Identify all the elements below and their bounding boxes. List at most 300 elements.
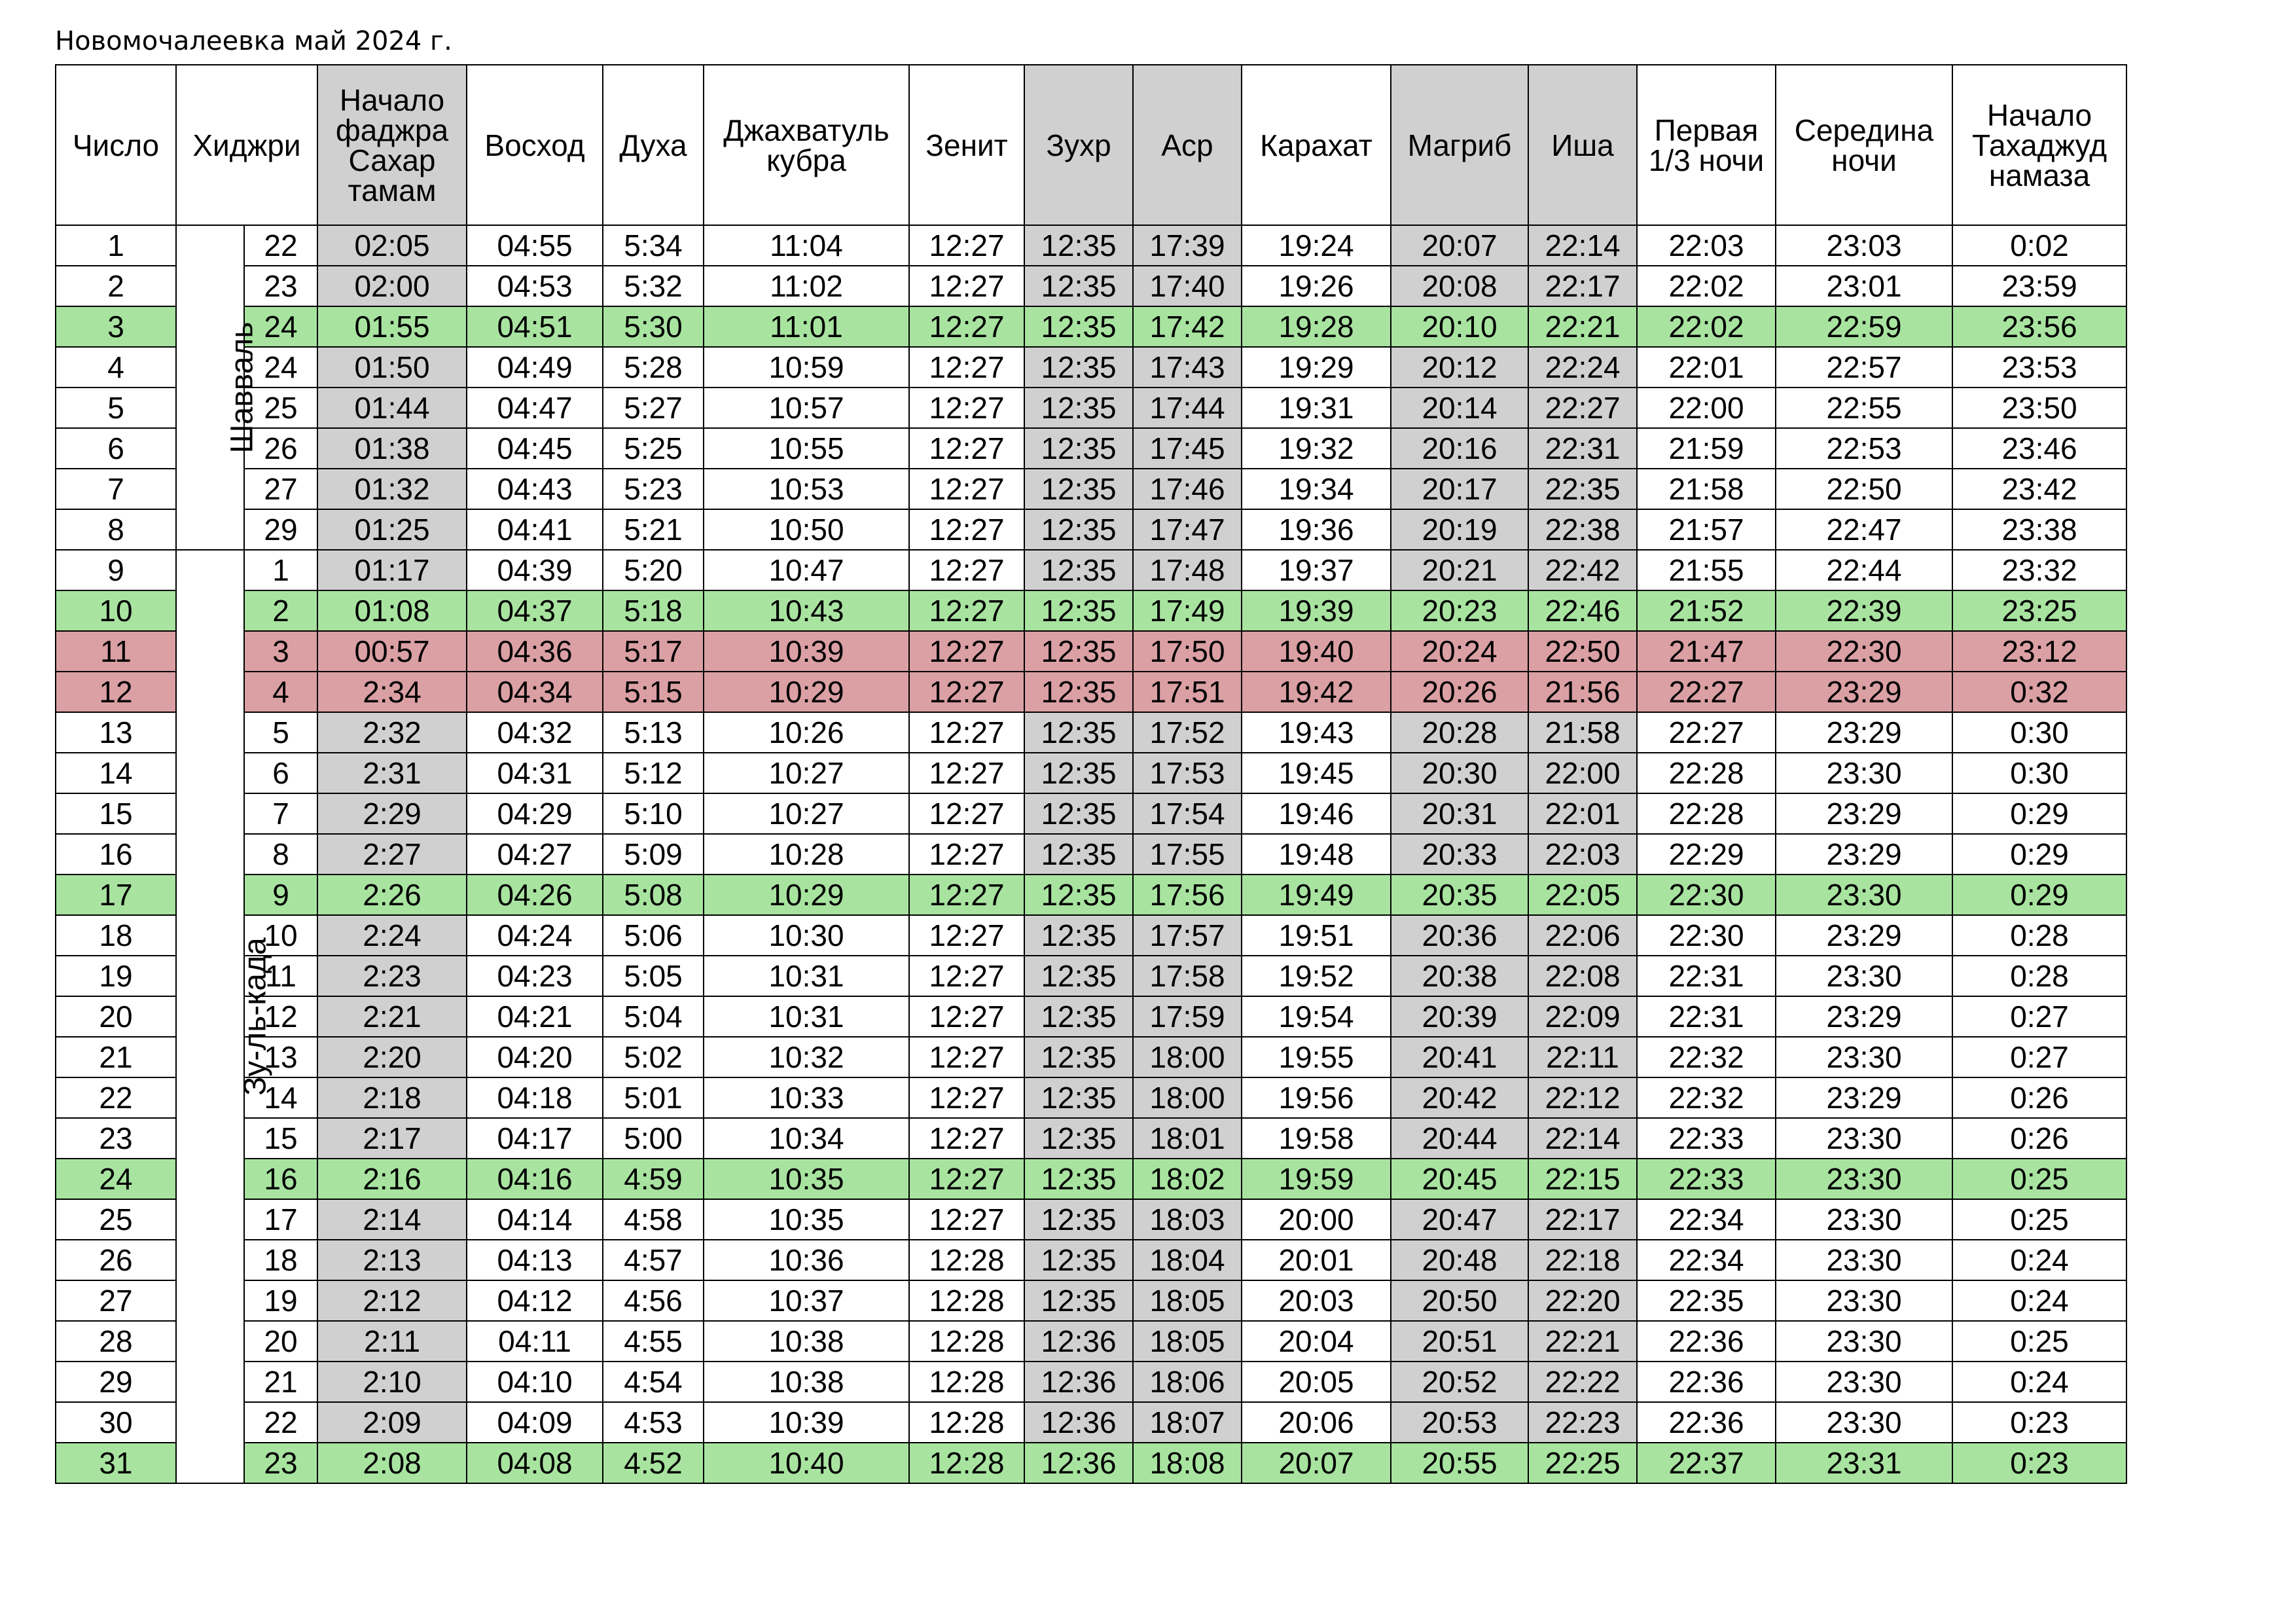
cell-zenith: 12:27 [909, 1077, 1024, 1118]
cell-isha: 22:22 [1528, 1362, 1637, 1402]
cell-isha: 22:01 [1528, 793, 1637, 834]
cell-zuhr: 12:35 [1024, 1280, 1133, 1321]
cell-day: 8 [56, 509, 176, 550]
cell-midnight: 22:44 [1776, 550, 1952, 590]
table-row [56, 1402, 2126, 1443]
cell-first-third: 22:30 [1637, 875, 1776, 915]
cell-karahat: 19:29 [1242, 347, 1391, 388]
cell-isha: 22:27 [1528, 388, 1637, 428]
cell-zenith: 12:27 [909, 590, 1024, 631]
cell-first-third: 21:55 [1637, 550, 1776, 590]
cell-sunrise: 04:11 [467, 1321, 603, 1362]
cell-sunrise: 04:27 [467, 834, 603, 875]
cell-karahat: 19:40 [1242, 631, 1391, 672]
cell-first-third: 22:03 [1637, 225, 1776, 266]
cell-hijri: 14 [244, 1077, 317, 1118]
cell-day: 12 [56, 672, 176, 712]
cell-tahajjud: 23:56 [1952, 306, 2126, 347]
cell-sunrise: 04:14 [467, 1199, 603, 1240]
cell-tahajjud: 0:25 [1952, 1159, 2126, 1199]
cell-zenith: 12:28 [909, 1280, 1024, 1321]
cell-isha: 22:21 [1528, 306, 1637, 347]
cell-maghrib: 20:44 [1391, 1118, 1528, 1159]
cell-asr: 18:04 [1133, 1240, 1242, 1280]
cell-duha: 4:55 [603, 1321, 704, 1362]
cell-midnight: 23:30 [1776, 1362, 1952, 1402]
cell-zuhr: 12:35 [1024, 753, 1133, 793]
cell-kubra: 10:26 [704, 712, 909, 753]
cell-hijri: 4 [244, 672, 317, 712]
cell-asr: 18:00 [1133, 1077, 1242, 1118]
cell-first-third: 21:57 [1637, 509, 1776, 550]
cell-kubra: 10:35 [704, 1199, 909, 1240]
cell-karahat: 19:48 [1242, 834, 1391, 875]
cell-day: 4 [56, 347, 176, 388]
cell-zenith: 12:27 [909, 1118, 1024, 1159]
cell-duha: 4:56 [603, 1280, 704, 1321]
table-row [56, 509, 2126, 550]
cell-zuhr: 12:35 [1024, 1037, 1133, 1077]
cell-kubra: 10:31 [704, 996, 909, 1037]
cell-karahat: 19:43 [1242, 712, 1391, 753]
cell-maghrib: 20:36 [1391, 915, 1528, 956]
cell-duha: 5:18 [603, 590, 704, 631]
cell-hijri: 22 [244, 225, 317, 266]
cell-day: 20 [56, 996, 176, 1037]
cell-asr: 17:53 [1133, 753, 1242, 793]
cell-asr: 18:08 [1133, 1443, 1242, 1483]
cell-karahat: 19:51 [1242, 915, 1391, 956]
cell-karahat: 20:06 [1242, 1402, 1391, 1443]
cell-midnight: 23:30 [1776, 1199, 1952, 1240]
cell-zuhr: 12:35 [1024, 306, 1133, 347]
cell-kubra: 10:37 [704, 1280, 909, 1321]
cell-hijri: 21 [244, 1362, 317, 1402]
cell-maghrib: 20:35 [1391, 875, 1528, 915]
cell-day: 16 [56, 834, 176, 875]
cell-maghrib: 20:53 [1391, 1402, 1528, 1443]
cell-asr: 17:42 [1133, 306, 1242, 347]
col-header-hijri: Хиджри [176, 65, 317, 225]
cell-hijri: 5 [244, 712, 317, 753]
cell-zenith: 12:27 [909, 915, 1024, 956]
cell-hijri: 3 [244, 631, 317, 672]
cell-isha: 22:21 [1528, 1321, 1637, 1362]
month-label: Шавваль [224, 321, 260, 454]
cell-duha: 5:08 [603, 875, 704, 915]
cell-isha: 21:56 [1528, 672, 1637, 712]
cell-sunrise: 04:47 [467, 388, 603, 428]
cell-karahat: 19:32 [1242, 428, 1391, 469]
cell-isha: 22:50 [1528, 631, 1637, 672]
cell-maghrib: 20:14 [1391, 388, 1528, 428]
cell-midnight: 22:59 [1776, 306, 1952, 347]
table-row [56, 996, 2126, 1037]
cell-midnight: 23:29 [1776, 672, 1952, 712]
cell-maghrib: 20:17 [1391, 469, 1528, 509]
cell-hijri: 23 [244, 266, 317, 306]
cell-asr: 17:48 [1133, 550, 1242, 590]
cell-isha: 22:06 [1528, 915, 1637, 956]
cell-karahat: 19:34 [1242, 469, 1391, 509]
cell-duha: 5:28 [603, 347, 704, 388]
cell-first-third: 21:52 [1637, 590, 1776, 631]
cell-kubra: 10:38 [704, 1321, 909, 1362]
cell-asr: 17:44 [1133, 388, 1242, 428]
cell-maghrib: 20:47 [1391, 1199, 1528, 1240]
cell-day: 10 [56, 590, 176, 631]
cell-midnight: 23:30 [1776, 875, 1952, 915]
month-cell [176, 550, 273, 1483]
cell-zenith: 12:28 [909, 1443, 1024, 1483]
cell-sunrise: 04:31 [467, 753, 603, 793]
cell-zenith: 12:27 [909, 956, 1024, 996]
col-header-fajr: Начало фаджра Сахар тамам [317, 65, 467, 225]
cell-zenith: 12:27 [909, 712, 1024, 753]
cell-midnight: 23:01 [1776, 266, 1952, 306]
cell-tahajjud: 0:30 [1952, 753, 2126, 793]
cell-day: 29 [56, 1362, 176, 1402]
cell-asr: 17:40 [1133, 266, 1242, 306]
cell-duha: 5:32 [603, 266, 704, 306]
cell-zenith: 12:27 [909, 1199, 1024, 1240]
cell-fajr: 2:16 [317, 1159, 467, 1199]
cell-sunrise: 04:41 [467, 509, 603, 550]
col-header-midnight: Середина ночи [1776, 65, 1952, 225]
table-row [56, 266, 2126, 306]
cell-zenith: 12:27 [909, 428, 1024, 469]
cell-tahajjud: 23:59 [1952, 266, 2126, 306]
cell-duha: 5:02 [603, 1037, 704, 1077]
cell-duha: 5:15 [603, 672, 704, 712]
cell-kubra: 10:38 [704, 1362, 909, 1402]
cell-asr: 18:02 [1133, 1159, 1242, 1199]
cell-tahajjud: 0:24 [1952, 1280, 2126, 1321]
cell-day: 2 [56, 266, 176, 306]
cell-midnight: 23:30 [1776, 1402, 1952, 1443]
cell-duha: 4:57 [603, 1240, 704, 1280]
cell-hijri: 13 [244, 1037, 317, 1077]
cell-zuhr: 12:35 [1024, 1077, 1133, 1118]
cell-midnight: 22:57 [1776, 347, 1952, 388]
col-header-karahat: Карахат [1242, 65, 1391, 225]
cell-karahat: 20:01 [1242, 1240, 1391, 1280]
cell-fajr: 2:24 [317, 915, 467, 956]
cell-midnight: 23:31 [1776, 1443, 1952, 1483]
cell-fajr: 2:31 [317, 753, 467, 793]
cell-fajr: 2:14 [317, 1199, 467, 1240]
cell-zenith: 12:27 [909, 1159, 1024, 1199]
table-row [56, 1280, 2126, 1321]
cell-maghrib: 20:50 [1391, 1280, 1528, 1321]
cell-day: 15 [56, 793, 176, 834]
cell-day: 26 [56, 1240, 176, 1280]
cell-tahajjud: 0:29 [1952, 793, 2126, 834]
table-row [56, 306, 2126, 347]
cell-hijri: 15 [244, 1118, 317, 1159]
cell-asr: 17:45 [1133, 428, 1242, 469]
table-row [56, 469, 2126, 509]
cell-zuhr: 12:35 [1024, 225, 1133, 266]
table-body [56, 225, 2126, 1483]
cell-midnight: 23:30 [1776, 1037, 1952, 1077]
cell-maghrib: 20:51 [1391, 1321, 1528, 1362]
cell-zenith: 12:28 [909, 1402, 1024, 1443]
cell-fajr: 02:05 [317, 225, 467, 266]
cell-day: 3 [56, 306, 176, 347]
cell-hijri: 26 [244, 428, 317, 469]
cell-fajr: 2:29 [317, 793, 467, 834]
cell-duha: 4:54 [603, 1362, 704, 1402]
cell-first-third: 22:27 [1637, 672, 1776, 712]
cell-isha: 22:46 [1528, 590, 1637, 631]
cell-duha: 4:52 [603, 1443, 704, 1483]
cell-midnight: 23:30 [1776, 1321, 1952, 1362]
cell-day: 14 [56, 753, 176, 793]
cell-asr: 18:05 [1133, 1280, 1242, 1321]
cell-tahajjud: 23:38 [1952, 509, 2126, 550]
table-row [56, 834, 2126, 875]
cell-fajr: 2:11 [317, 1321, 467, 1362]
cell-karahat: 20:03 [1242, 1280, 1391, 1321]
cell-midnight: 23:29 [1776, 712, 1952, 753]
cell-fajr: 2:32 [317, 712, 467, 753]
table-row [56, 590, 2126, 631]
cell-kubra: 10:43 [704, 590, 909, 631]
col-header-duha: Духа [603, 65, 704, 225]
cell-duha: 5:23 [603, 469, 704, 509]
cell-isha: 22:15 [1528, 1159, 1637, 1199]
cell-midnight: 23:29 [1776, 1077, 1952, 1118]
cell-fajr: 01:38 [317, 428, 467, 469]
table-row [56, 1443, 2126, 1483]
cell-maghrib: 20:31 [1391, 793, 1528, 834]
cell-duha: 5:00 [603, 1118, 704, 1159]
cell-duha: 5:34 [603, 225, 704, 266]
cell-midnight: 23:29 [1776, 793, 1952, 834]
cell-duha: 5:17 [603, 631, 704, 672]
cell-first-third: 22:31 [1637, 996, 1776, 1037]
cell-isha: 22:03 [1528, 834, 1637, 875]
table-row [56, 793, 2126, 834]
cell-hijri: 11 [244, 956, 317, 996]
cell-karahat: 19:45 [1242, 753, 1391, 793]
cell-sunrise: 04:32 [467, 712, 603, 753]
cell-first-third: 22:27 [1637, 712, 1776, 753]
cell-fajr: 2:34 [317, 672, 467, 712]
cell-maghrib: 20:28 [1391, 712, 1528, 753]
cell-sunrise: 04:55 [467, 225, 603, 266]
cell-zuhr: 12:36 [1024, 1321, 1133, 1362]
cell-isha: 22:42 [1528, 550, 1637, 590]
cell-kubra: 11:04 [704, 225, 909, 266]
header-row [56, 65, 2126, 225]
cell-zuhr: 12:36 [1024, 1443, 1133, 1483]
cell-tahajjud: 0:24 [1952, 1240, 2126, 1280]
cell-sunrise: 04:45 [467, 428, 603, 469]
cell-first-third: 22:00 [1637, 388, 1776, 428]
cell-midnight: 23:30 [1776, 1118, 1952, 1159]
cell-first-third: 22:33 [1637, 1159, 1776, 1199]
cell-isha: 22:38 [1528, 509, 1637, 550]
cell-zuhr: 12:35 [1024, 347, 1133, 388]
cell-kubra: 10:40 [704, 1443, 909, 1483]
cell-karahat: 19:56 [1242, 1077, 1391, 1118]
cell-kubra: 10:34 [704, 1118, 909, 1159]
cell-tahajjud: 23:50 [1952, 388, 2126, 428]
cell-fajr: 2:26 [317, 875, 467, 915]
cell-midnight: 22:55 [1776, 388, 1952, 428]
cell-fajr: 00:57 [317, 631, 467, 672]
cell-kubra: 10:32 [704, 1037, 909, 1077]
cell-kubra: 10:31 [704, 956, 909, 996]
cell-fajr: 2:21 [317, 996, 467, 1037]
cell-maghrib: 20:12 [1391, 347, 1528, 388]
cell-fajr: 01:17 [317, 550, 467, 590]
cell-asr: 17:47 [1133, 509, 1242, 550]
cell-maghrib: 20:19 [1391, 509, 1528, 550]
cell-fajr: 2:13 [317, 1240, 467, 1280]
cell-tahajjud: 0:25 [1952, 1199, 2126, 1240]
cell-sunrise: 04:43 [467, 469, 603, 509]
table-row [56, 1199, 2126, 1240]
cell-maghrib: 20:07 [1391, 225, 1528, 266]
cell-fajr: 01:25 [317, 509, 467, 550]
cell-isha: 22:09 [1528, 996, 1637, 1037]
cell-sunrise: 04:10 [467, 1362, 603, 1402]
cell-duha: 5:25 [603, 428, 704, 469]
cell-zuhr: 12:35 [1024, 550, 1133, 590]
cell-day: 19 [56, 956, 176, 996]
cell-karahat: 19:46 [1242, 793, 1391, 834]
table-row [56, 225, 2126, 266]
cell-midnight: 23:30 [1776, 1280, 1952, 1321]
cell-tahajjud: 0:27 [1952, 996, 2126, 1037]
cell-sunrise: 04:12 [467, 1280, 603, 1321]
cell-karahat: 19:55 [1242, 1037, 1391, 1077]
cell-hijri: 25 [244, 388, 317, 428]
cell-asr: 18:00 [1133, 1037, 1242, 1077]
cell-isha: 22:00 [1528, 753, 1637, 793]
cell-zenith: 12:27 [909, 509, 1024, 550]
cell-karahat: 20:07 [1242, 1443, 1391, 1483]
cell-duha: 5:13 [603, 712, 704, 753]
cell-zuhr: 12:35 [1024, 793, 1133, 834]
cell-zuhr: 12:35 [1024, 509, 1133, 550]
cell-first-third: 21:58 [1637, 469, 1776, 509]
cell-isha: 22:14 [1528, 225, 1637, 266]
cell-hijri: 7 [244, 793, 317, 834]
cell-fajr: 01:08 [317, 590, 467, 631]
cell-day: 28 [56, 1321, 176, 1362]
cell-asr: 17:56 [1133, 875, 1242, 915]
cell-sunrise: 04:21 [467, 996, 603, 1037]
table-row [56, 388, 2126, 428]
cell-tahajjud: 0:26 [1952, 1118, 2126, 1159]
cell-isha: 22:31 [1528, 428, 1637, 469]
cell-first-third: 22:29 [1637, 834, 1776, 875]
cell-isha: 22:11 [1528, 1037, 1637, 1077]
cell-duha: 5:01 [603, 1077, 704, 1118]
cell-tahajjud: 0:29 [1952, 875, 2126, 915]
table-row [56, 753, 2126, 793]
cell-zuhr: 12:35 [1024, 631, 1133, 672]
cell-zenith: 12:28 [909, 1240, 1024, 1280]
cell-sunrise: 04:29 [467, 793, 603, 834]
cell-first-third: 22:02 [1637, 266, 1776, 306]
cell-karahat: 19:24 [1242, 225, 1391, 266]
cell-duha: 5:05 [603, 956, 704, 996]
table-row [56, 875, 2126, 915]
cell-sunrise: 04:16 [467, 1159, 603, 1199]
table-row [56, 1037, 2126, 1077]
cell-asr: 17:39 [1133, 225, 1242, 266]
table-row [56, 1362, 2126, 1402]
cell-fajr: 2:12 [317, 1280, 467, 1321]
cell-kubra: 10:39 [704, 1402, 909, 1443]
cell-day: 17 [56, 875, 176, 915]
cell-first-third: 22:32 [1637, 1077, 1776, 1118]
cell-maghrib: 20:38 [1391, 956, 1528, 996]
col-header-day: Число [56, 65, 176, 225]
cell-asr: 18:06 [1133, 1362, 1242, 1402]
cell-isha: 22:20 [1528, 1280, 1637, 1321]
table-row [56, 631, 2126, 672]
cell-day: 5 [56, 388, 176, 428]
cell-day: 23 [56, 1118, 176, 1159]
cell-maghrib: 20:42 [1391, 1077, 1528, 1118]
cell-fajr: 2:20 [317, 1037, 467, 1077]
cell-sunrise: 04:34 [467, 672, 603, 712]
cell-maghrib: 20:24 [1391, 631, 1528, 672]
month-label: Зу-ль-када [238, 937, 273, 1096]
cell-kubra: 10:50 [704, 509, 909, 550]
cell-hijri: 9 [244, 875, 317, 915]
cell-zenith: 12:28 [909, 1362, 1024, 1402]
cell-duha: 5:27 [603, 388, 704, 428]
cell-first-third: 22:36 [1637, 1362, 1776, 1402]
cell-tahajjud: 0:30 [1952, 712, 2126, 753]
cell-day: 18 [56, 915, 176, 956]
cell-zenith: 12:27 [909, 1037, 1024, 1077]
cell-first-third: 22:31 [1637, 956, 1776, 996]
cell-hijri: 16 [244, 1159, 317, 1199]
cell-duha: 5:09 [603, 834, 704, 875]
cell-kubra: 10:59 [704, 347, 909, 388]
cell-day: 27 [56, 1280, 176, 1321]
cell-tahajjud: 0:23 [1952, 1402, 2126, 1443]
cell-tahajjud: 0:29 [1952, 834, 2126, 875]
cell-hijri: 18 [244, 1240, 317, 1280]
cell-duha: 5:30 [603, 306, 704, 347]
cell-isha: 22:23 [1528, 1402, 1637, 1443]
cell-duha: 5:12 [603, 753, 704, 793]
cell-karahat: 19:42 [1242, 672, 1391, 712]
cell-kubra: 10:30 [704, 915, 909, 956]
cell-karahat: 20:04 [1242, 1321, 1391, 1362]
cell-kubra: 10:27 [704, 793, 909, 834]
cell-karahat: 19:28 [1242, 306, 1391, 347]
cell-fajr: 02:00 [317, 266, 467, 306]
cell-zenith: 12:27 [909, 266, 1024, 306]
cell-day: 21 [56, 1037, 176, 1077]
cell-sunrise: 04:36 [467, 631, 603, 672]
cell-kubra: 10:27 [704, 753, 909, 793]
col-header-first-third: Первая 1/3 ночи [1637, 65, 1776, 225]
cell-first-third: 22:30 [1637, 915, 1776, 956]
table-row [56, 347, 2126, 388]
col-header-sunrise: Восход [467, 65, 603, 225]
